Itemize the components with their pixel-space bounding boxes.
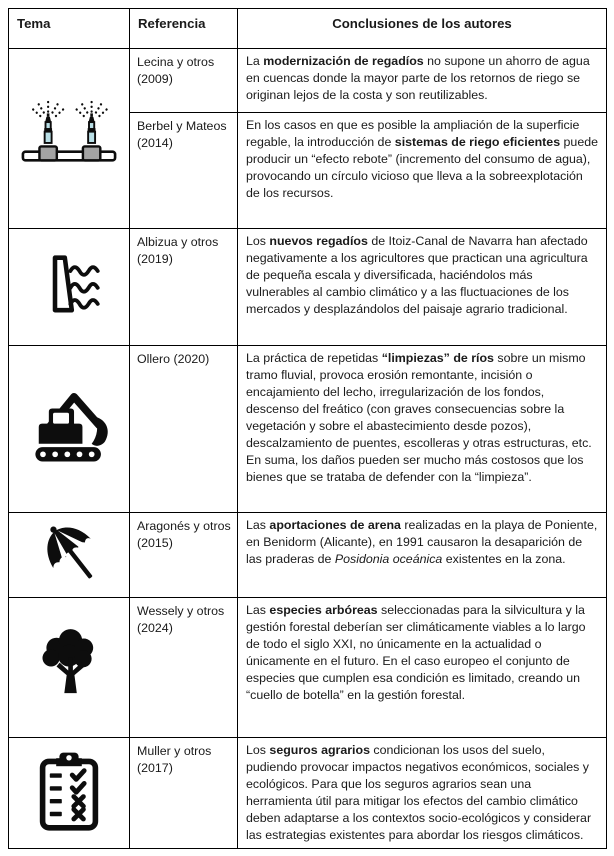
tree-icon bbox=[30, 626, 108, 704]
conclusion-cell: Los nuevos regadíos de Itoiz-Canal de Navarra han afectado negativamente a los agricultores que practican una agricultura de pequeña escala y diversificada, haciéndolos más vulnerables al cambio climático y a las fluctuaciones de los mercados y desplazándolos del paisaje agrario tradicional. bbox=[238, 229, 607, 346]
conclusion-cell: En los casos en que es posible la ampliación de la superficie regable, la introducción de sistemas de riego eficientes puede producir un “efecto rebote” (incremento del consumo de agua), provocando un círculo vicioso que lleva a la sobreexplotación de los recursos. bbox=[238, 113, 607, 229]
table-row bbox=[9, 229, 607, 346]
excavator-icon bbox=[27, 385, 111, 469]
reference-cell: Aragonés y otros (2015) bbox=[130, 513, 238, 598]
tema-cell-tree bbox=[9, 598, 130, 738]
column-header-referencia: Referencia bbox=[130, 9, 238, 49]
reference-cell: Berbel y Mateos (2014) bbox=[130, 113, 238, 229]
table-row bbox=[9, 738, 607, 849]
sprinkler-irrigation-icon bbox=[20, 96, 118, 176]
tema-cell-beach bbox=[9, 513, 130, 598]
checklist-clipboard-icon bbox=[37, 750, 101, 832]
conclusion-cell: La práctica de repetidas “limpiezas” de ríos sobre un mismo tramo fluvial, provoca erosión remontante, incisión o encajamiento del lecho, irregularización de los fondos, descenso del freático (con graves consecuencias sobre la vegetación y sobre el abastecimiento desde pozos), descalzamiento de puentes, escolleras y otras estructuras, etc. En suma, los daños pueden ser mucho más costosos que los bienes que se trataba de defender con la “limpieza”. bbox=[238, 346, 607, 513]
conclusion-cell: La modernización de regadíos no supone un ahorro de agua en cuencas donde la mayor parte de los retornos de riego se originan lejos de la costa y son reutilizables. bbox=[238, 49, 607, 113]
reference-cell: Muller y otros (2017) bbox=[130, 738, 238, 849]
table-row bbox=[9, 598, 607, 738]
table-row bbox=[9, 346, 607, 513]
table-row bbox=[9, 513, 607, 598]
reference-cell: Ollero (2020) bbox=[130, 346, 238, 513]
dam-river-icon bbox=[34, 243, 104, 327]
beach-umbrella-icon bbox=[30, 518, 108, 588]
reference-cell: Wessely y otros (2024) bbox=[130, 598, 238, 738]
reference-cell: Albizua y otros (2019) bbox=[130, 229, 238, 346]
tema-cell-dam bbox=[9, 229, 130, 346]
authors-conclusions-table bbox=[8, 8, 607, 849]
tema-cell-insurance bbox=[9, 738, 130, 849]
reference-cell: Lecina y otros (2009) bbox=[130, 49, 238, 113]
conclusion-cell: Los seguros agrarios condicionan los usos del suelo, pudiendo provocar impactos negativos económicos, sociales y ecológicos. Para que los seguros agrarios sean una herramienta útil para mitigar los efectos del cambio climático deben adaptarse a los contextos socio-ecológicos y considerar las estrategias existentes para abordar los riesgos climáticos. bbox=[238, 738, 607, 849]
table-header-row bbox=[9, 9, 607, 49]
conclusion-cell: Las aportaciones de arena realizadas en la playa de Poniente, en Benidorm (Alicante), en 1991 causaron la desaparición de las praderas de Posidonia oceánica existentes en la zona. bbox=[238, 513, 607, 598]
conclusion-cell: Las especies arbóreas seleccionadas para la silvicultura y la gestión forestal deberían ser climáticamente viables a lo largo de todo el siglo XXI, no únicamente en la actualidad o únicamente en el futuro. En el caso europeo el conjunto de especies que cumplen esa condición es limitado, creando un “cuello de botella” en la gestión forestal. bbox=[238, 598, 607, 738]
table-row bbox=[9, 49, 607, 113]
column-header-conclusiones: Conclusiones de los autores bbox=[238, 9, 607, 49]
column-header-tema: Tema bbox=[9, 9, 130, 49]
tema-cell-irrigation bbox=[9, 49, 130, 229]
tema-cell-excavator bbox=[9, 346, 130, 513]
